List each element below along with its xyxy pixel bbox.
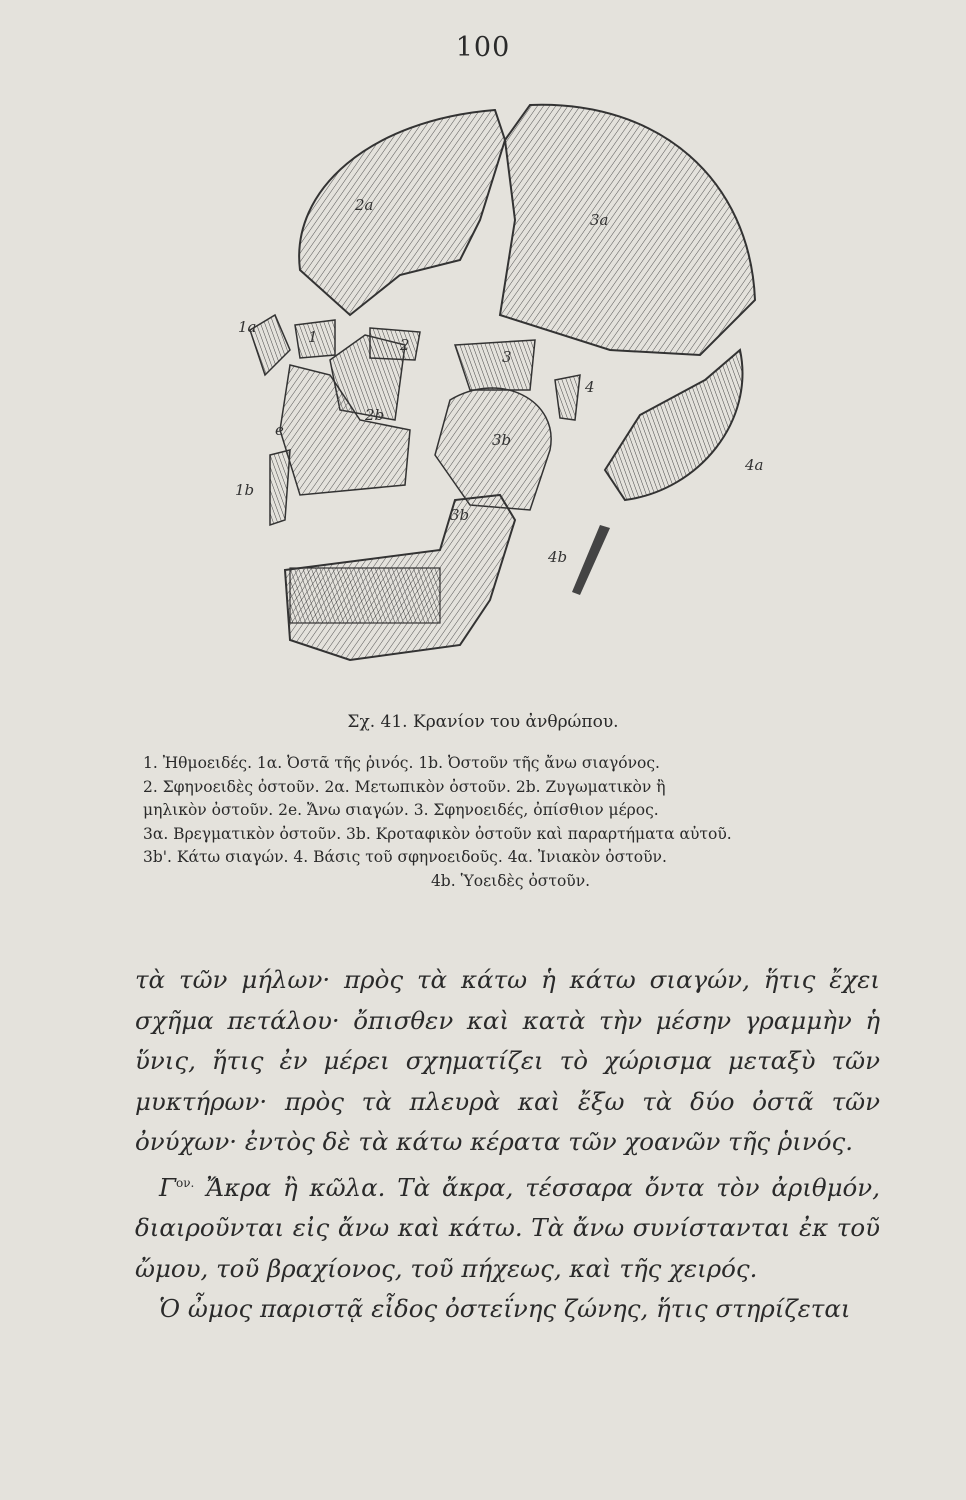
legend-line: 3α. Βρεγματικὸν ὀστοῦν. 3b. Κροταφικὸν ὀστοῦν καὶ παραρτήματα αὐτοῦ. <box>143 824 732 843</box>
sphenoid-front <box>370 328 420 360</box>
legend-line: 4b. Ὑοειδὲς ὀστοῦν. <box>430 871 591 890</box>
fig-label-3b-upper: 3b <box>492 431 512 449</box>
body-text <box>135 960 880 1330</box>
figure-legend <box>143 752 878 893</box>
paragraph: τὰ τῶν μήλων· πρὸς τὰ κάτω ἡ κάτω σιαγών, ἥτις ἔχει σχῆμα πετάλου· ὄπισθεν καὶ κατὰ τὴν μέσην γραμμὴν ἡ ὕνις, ἥτις ἐν μέρει σχηματίζει τὸ χώρισμα μεταξὺ τῶν μυκτήρων· πρὸς τὰ πλευρὰ καὶ ἔξω τὰ δύο ὀστᾶ τῶν ὀνύχων· ἐντὸς δὲ τὰ κάτω κέρατα τῶν χοανῶν τῆς ῥινός. <box>135 965 880 1156</box>
fig-label-4: 4 <box>585 378 595 396</box>
fig-label-2b: 2b <box>365 406 385 424</box>
fig-label-3a: 3a <box>590 211 609 229</box>
skull-figure <box>230 100 790 680</box>
teeth-row <box>290 568 440 623</box>
fig-label-4a: 4a <box>745 456 764 474</box>
legend-line: 2. Σφηνοειδὲς ὀστοῦν. 2α. Μετωπικὸν ὀστοῦν. 2b. Ζυγωματικὸν ἢ <box>143 777 666 796</box>
legend-line: 3b'. Κάτω σιαγών. 4. Βάσις τοῦ σφηνοειδοῦς. 4α. Ἰνιακὸν ὀστοῦν. <box>143 848 667 866</box>
section-mark: Γ <box>159 1172 176 1202</box>
hyoid-bone <box>572 525 610 595</box>
fig-label-4b: 4b <box>548 548 568 566</box>
maxilla-front <box>270 450 290 525</box>
fig-label-2: 2 <box>400 336 410 354</box>
sphenoid-piece <box>455 340 535 390</box>
section-mark-sup: ον. <box>176 1175 195 1190</box>
page-number: 100 <box>455 32 511 63</box>
paragraph-limbs <box>135 1163 880 1290</box>
figure-caption: Σχ. 41. Κρανίον του ἀνθρώπου. <box>347 712 619 732</box>
legend-line: 1. Ἠθμοειδές. 1α. Ὀστᾶ τῆς ῥινός. 1b. Ὀστοῦν τῆς ἄνω σιαγόνος. <box>143 754 660 772</box>
fig-label-e: e <box>275 421 284 439</box>
fig-label-2a: 2a <box>355 196 374 214</box>
skull-illustration <box>230 100 790 680</box>
fig-label-1a: 1a <box>238 318 257 336</box>
fig-label-1: 1 <box>308 328 318 346</box>
paragraph-limbs-text: Ἄκρα ἢ κῶλα. Τὰ ἄκρα, τέσσαρα ὄντα τὸν ἀριθμόν, διαιροῦνται εἰς ἄνω καὶ κάτω. Τὰ ἄνω συνίστανται ἐκ τοῦ ὤμου, τοῦ βραχίονος, τοῦ πήχεως, καὶ τῆς χειρός. <box>135 1172 880 1283</box>
frontal-bone <box>299 110 505 315</box>
occipital-bone <box>605 350 742 500</box>
paragraph: Ὁ ὦμος παριστᾷ εἶδος ὀστεΐνης ζώνης, ἥτις στηρίζεται <box>159 1294 851 1324</box>
fig-label-1b: 1b <box>235 481 255 499</box>
basis-sphenoid <box>555 375 580 420</box>
parietal-bone <box>500 105 755 355</box>
legend-line: μηλικὸν ὀστοῦν. 2e. Ἄνω σιαγών. 3. Σφηνοειδές, ὀπίσθιον μέρος. <box>143 801 659 819</box>
fig-label-3: 3 <box>502 348 512 366</box>
fig-label-3b-lower: 3b <box>450 506 470 524</box>
temporal-bone <box>435 388 551 510</box>
